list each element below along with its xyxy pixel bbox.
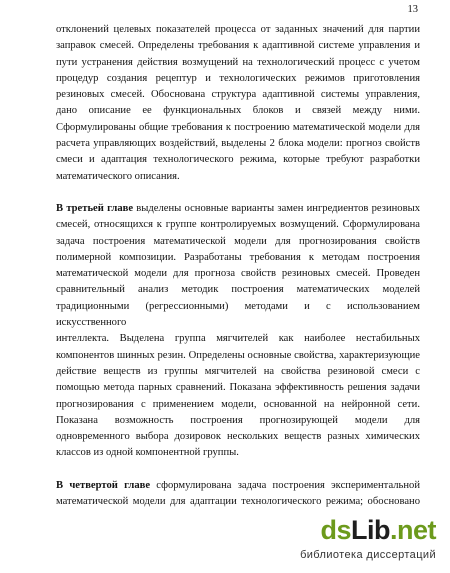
text-line: полимерной композиции. Разработаны требования к методам построения <box>56 251 420 263</box>
document-body <box>56 22 420 510</box>
text-line: смеси и адаптация технологического режима, которые требуют разработки <box>56 154 420 166</box>
text-line <box>56 201 420 217</box>
paragraph-1-end <box>56 169 420 185</box>
text-line: классов из одной компонентной группы. <box>56 447 239 459</box>
text-line: резиновых смесей. Обоснована структура адаптивной системы управления, <box>56 89 420 101</box>
paragraph-1 <box>56 22 420 169</box>
text-line: математической модели для прогноза свойств резиновых смесей. Проведен <box>56 268 420 280</box>
chapter-lead: В третьей главе <box>56 202 134 214</box>
text-line: математического описания. <box>56 170 180 182</box>
watermark-subtitle: библиотека диссертаций <box>300 549 436 561</box>
text-line: одновременного выбора дозировок нескольких веществ разных химических <box>56 431 420 443</box>
text-line: традиционными (регрессионными) методами и с использованием искусственного <box>56 300 420 329</box>
text-line: задача построения математической модели для прогнозирования свойств <box>56 235 420 247</box>
paragraph-2 <box>56 201 420 445</box>
text-fragment: сформулирована задача построения экспериментальной <box>150 479 420 491</box>
text-line: интеллекта. Выделена группа мягчителей как наиболее нестабильных <box>56 333 420 345</box>
text-line: отклонений целевых показателей процесса от заданных значений для партии <box>56 24 420 35</box>
dslib-logo: dsLib.net <box>320 515 436 545</box>
page-number: 13 <box>407 4 418 15</box>
paragraph-3 <box>56 478 420 511</box>
text-line: Показана возможность построения прогнозирующей модели для <box>56 414 420 426</box>
text-line: сравнительный анализ методик построения математических моделей <box>56 284 420 296</box>
chapter-lead: В четвертой главе <box>56 479 151 491</box>
text-line: пути устранения действия возмущений на технологический процесс с учетом <box>56 56 420 68</box>
text-line: смесей, относящихся к группе контролируемых возмущений. Сформулирована <box>56 219 420 231</box>
text-line: процедур создания рецептур и технологических режимов приготовления <box>56 72 420 84</box>
text-line: действие веществ из группы мягчителей на свойства резиновой смеси с <box>56 365 420 377</box>
dslib-watermark <box>290 513 440 567</box>
paragraph-2-end <box>56 445 420 461</box>
text-line: расчета управляющих воздействий, выделены 2 блока модели: прогноз свойств <box>56 138 420 150</box>
text-line: помощью метода парных сравнений. Показана эффективность решения задачи <box>56 382 420 394</box>
text-line: компонентов шинных резин. Определены основные свойства, характеризующие <box>56 349 420 361</box>
text-line: математической модели для адаптации технологического режима; обосновано <box>56 496 420 508</box>
text-fragment: выделены основные варианты замен ингредиентов резиновых <box>133 202 420 214</box>
text-line: прогнозирования с применением модели, основанной на нейронной сети. <box>56 398 420 410</box>
text-line <box>56 478 420 494</box>
text-line: Сформулированы общие требования к построению математической модели для <box>56 121 420 133</box>
text-line: дано описание ее функциональных блоков и связей между ними. <box>56 105 420 117</box>
text-line: заправок смесей. Определены требования к адаптивной системе управления и <box>56 40 420 52</box>
